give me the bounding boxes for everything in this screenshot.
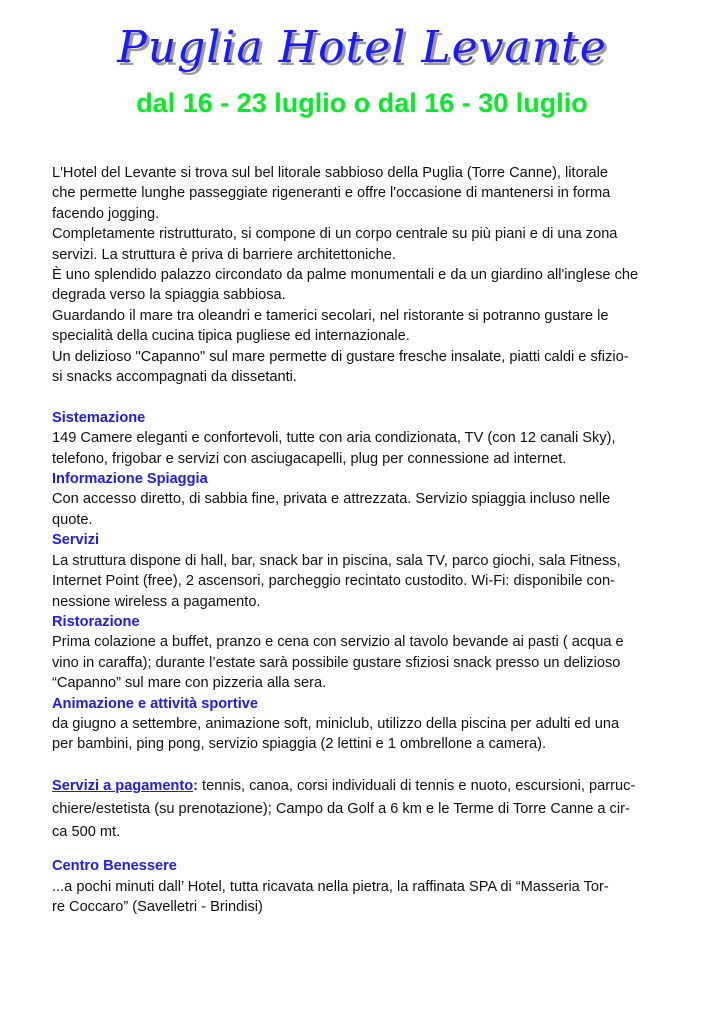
section-spiaggia [52,469,672,530]
section-heading: Sistemazione [52,409,146,426]
text-line: ...a pochi minuti dall’ Hotel, tutta ricavata nella pietra, la raffinata SPA di “Masseria Tor- [52,878,609,895]
section-paid-services [52,775,672,844]
text-line: telefono, frigobar e servizi con asciugacapelli, plug per connessione ad internet. [52,450,567,467]
paragraph-gap [52,387,672,407]
text-line: Con accesso diretto, di sabbia fine, privata e attrezzata. Servizio spiaggia incluso nelle [52,491,611,508]
paid-colon: : [193,778,198,795]
text-line: “Capanno” sul mare con pizzeria alla sera. [52,675,327,692]
section-animazione [52,694,672,755]
section-heading: Centro Benessere [52,858,177,875]
text-line: Prima colazione a buffet, pranzo e cena con servizio al tavolo bevande ai pasti ( acqua e [52,634,624,651]
section-wellness [52,856,672,917]
text-line: specialità della cucina tipica pugliese ed internazionale. [52,328,410,345]
text-line: ca 500 mt. [52,824,121,841]
text-line: Un delizioso "Capanno" sul mare permette di gustare fresche insalate, piatti caldi e sfizio- [52,348,629,365]
text-line: servizi. La struttura è priva di barriere architettoniche. [52,246,396,263]
paragraph-gap [52,844,672,856]
text-line: La struttura dispone di hall, bar, snack bar in piscina, sala TV, parco giochi, sala Fitness, [52,552,621,569]
text-line: degrada verso la spiaggia sabbiosa. [52,287,286,304]
text-line: Internet Point (free), 2 ascensori, parcheggio recintato custodito. Wi-Fi: disponibile con- [52,573,615,590]
text-line: si snacks accompagnati da dissetanti. [52,369,297,386]
document-body [52,163,672,917]
date-subtitle: dal 16 - 23 luglio o dal 16 - 30 luglio [136,88,588,118]
section-servizi [52,530,672,612]
text-line: facendo jogging. [52,205,160,222]
text-line: È uno splendido palazzo circondato da palme monumentali e da un giardino all'inglese che [52,267,639,284]
intro-paragraph [52,163,672,387]
paid-services-first-line [52,775,672,798]
text-line: per bambini, ping pong, servizio spiaggia (2 lettini e 1 ombrellone a camera). [52,736,547,753]
section-heading: Ristorazione [52,613,140,630]
text-line: Guardando il mare tra oleandri e tamerici secolari, nel ristorante si potranno gustare le [52,307,609,324]
text-line: 149 Camere eleganti e confortevoli, tutte con aria condizionata, TV (con 12 canali Sky), [52,430,616,447]
paragraph-gap [52,755,672,775]
text-line: tennis, canoa, corsi individuali di tennis e nuoto, escursioni, parruc- [198,778,636,795]
text-line: L'Hotel del Levante si trova sul bel litorale sabbioso della Puglia (Torre Canne), litorale [52,165,609,181]
text-line: da giugno a settembre, animazione soft, miniclub, utilizzo della piscina per adulti ed una [52,715,620,732]
section-ristorazione [52,612,672,694]
text-line: che permette lunghe passeggiate rigeneranti e offre l'occasione di mantenersi in forma [52,185,611,202]
text-line: nessione wireless a pagamento. [52,593,261,610]
section-heading: Informazione Spiaggia [52,471,208,488]
section-sistemazione [52,408,672,469]
text-line: Completamente ristrutturato, si compone di un corpo centrale su più piani e di una zona [52,226,618,243]
text-line: quote. [52,511,93,528]
text-line: chiere/estetista (su prenotazione); Campo da Golf a 6 km e le Terme di Torre Canne a cir- [52,801,630,818]
text-line: re Coccaro” (Savelletri - Brindisi) [52,898,263,915]
text-line: vino in caraffa); durante l’estate sarà possibile gustare sfiziosi snack presso un delizioso [52,654,621,671]
section-heading: Animazione e attività sportive [52,695,258,712]
page-title: Puglia Hotel Levante [117,22,607,73]
section-heading: Servizi [52,532,100,549]
paid-services-label: Servizi a pagamento [52,778,194,795]
